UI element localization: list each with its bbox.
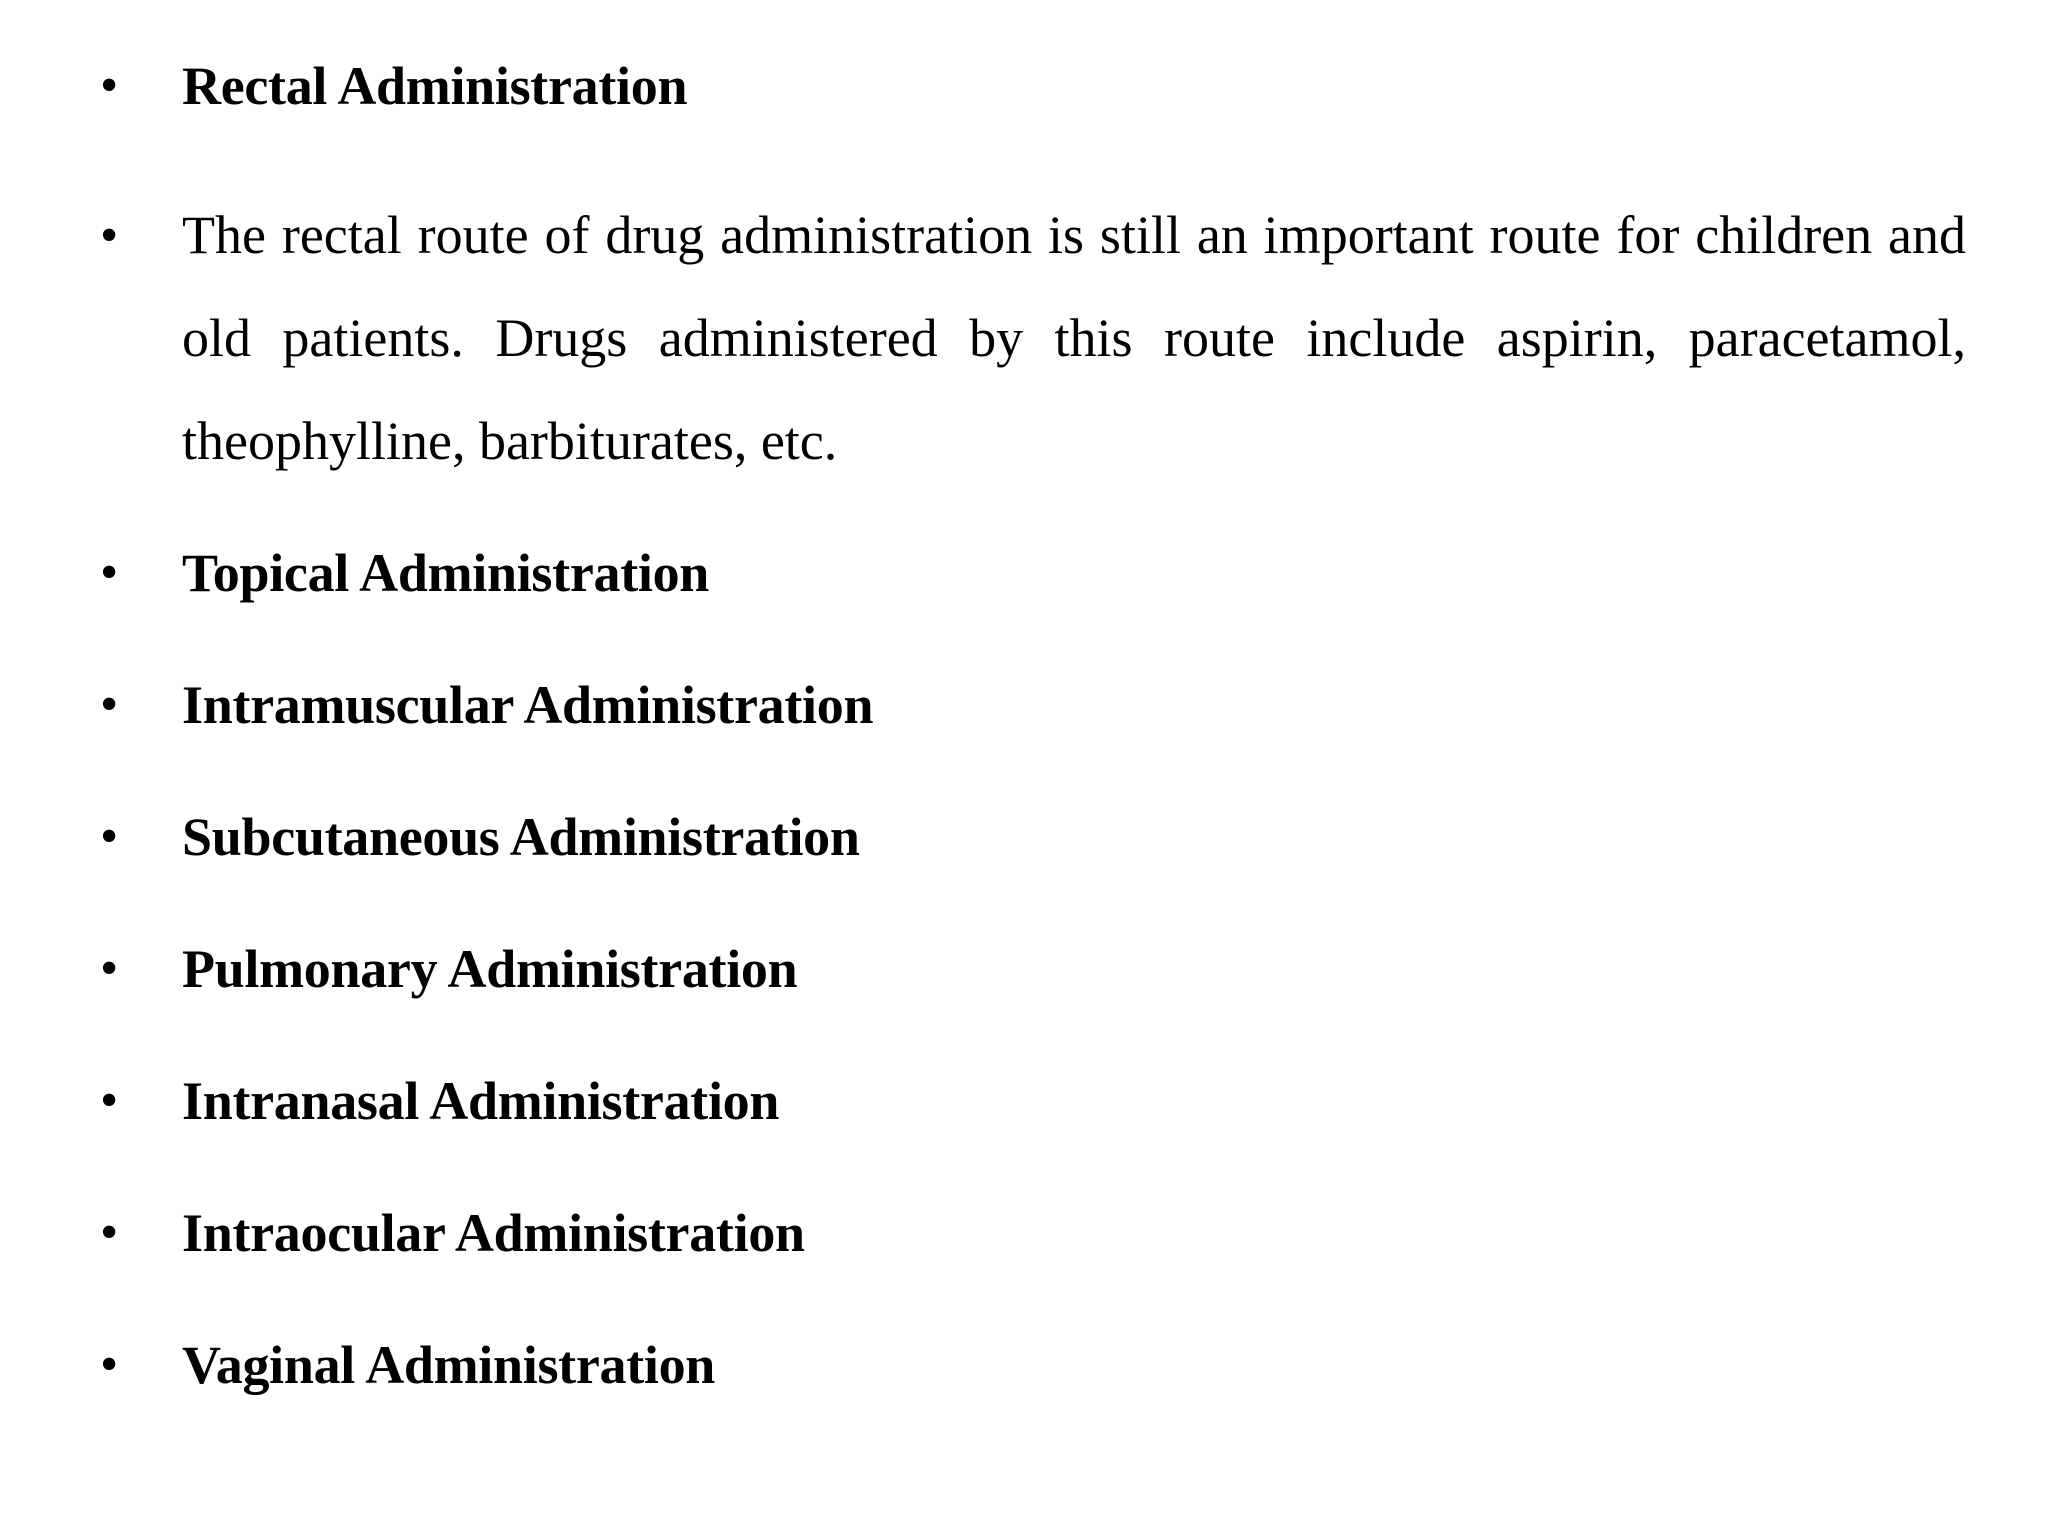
heading-intramuscular-administration: Intramuscular Administration [182, 675, 874, 735]
heading-intraocular-administration: Intraocular Administration [182, 1203, 805, 1263]
heading-rectal-administration: Rectal Administration [182, 56, 688, 116]
heading-pulmonary-administration: Pulmonary Administration [182, 939, 798, 999]
bullet-icon: • [100, 207, 119, 264]
bullet-icon: • [100, 57, 119, 114]
bullet-icon: • [100, 1204, 119, 1261]
rectal-description-paragraph: The rectal route of drug administration is still an important route for children and old patients. Drugs administered by this route include aspirin, paracetamol, theophylline, barbiturates, etc. [182, 205, 1966, 471]
bullet-icon: • [100, 808, 119, 865]
bullet-icon: • [100, 940, 119, 997]
heading-topical-administration: Topical Administration [182, 543, 710, 603]
bullet-icon: • [100, 1072, 119, 1129]
heading-vaginal-administration: Vaginal Administration [182, 1335, 716, 1395]
heading-subcutaneous-administration: Subcutaneous Administration [182, 807, 860, 867]
heading-intranasal-administration: Intranasal Administration [182, 1071, 780, 1131]
bullet-icon: • [100, 544, 119, 601]
bullet-icon: • [100, 676, 119, 733]
bullet-icon: • [100, 1336, 119, 1393]
